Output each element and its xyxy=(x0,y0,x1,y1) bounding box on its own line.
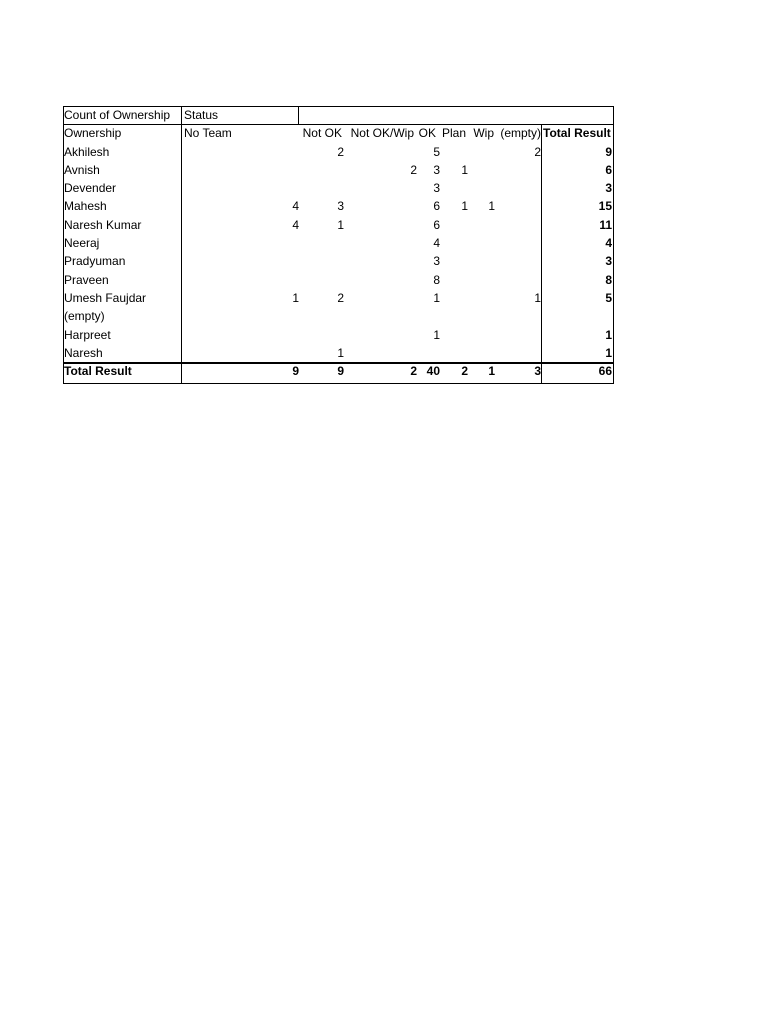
cell-not-ok-wip: 2 xyxy=(410,162,417,177)
total-row-label: Total Result xyxy=(64,364,132,379)
cell-total-result: 1 xyxy=(605,327,612,342)
status-label: Status xyxy=(184,108,219,122)
column-header-plan: Plan xyxy=(441,126,466,141)
cell-ok: 6 xyxy=(433,217,440,232)
cell-total-result: 15 xyxy=(598,199,612,214)
cell-no-team: 9 xyxy=(292,364,299,379)
cell-total-result: 5 xyxy=(605,290,612,305)
row-label: Harpreet xyxy=(64,327,111,342)
row-label: (empty) xyxy=(64,309,105,324)
cell-ok: 4 xyxy=(433,236,440,251)
column-header-ok: OK xyxy=(418,126,436,141)
cell-empty: 3 xyxy=(534,364,541,379)
cell-no-team: 4 xyxy=(292,217,299,232)
table-row xyxy=(63,179,614,197)
cell-not-ok: 9 xyxy=(337,364,344,379)
cell-total-result: 6 xyxy=(605,162,612,177)
cell-ok: 3 xyxy=(433,162,440,177)
column-header-not-ok: Not OK xyxy=(302,126,342,141)
cell-not-ok: 2 xyxy=(337,144,344,159)
cell-ok: 8 xyxy=(433,272,440,287)
row-label: Avnish xyxy=(64,162,100,177)
row-label: Praveen xyxy=(64,272,109,287)
cell-ok: 1 xyxy=(433,327,440,342)
row-label: Pradyuman xyxy=(64,254,126,269)
row-label: Akhilesh xyxy=(64,144,110,159)
cell-total-result: 3 xyxy=(605,181,612,196)
table-row xyxy=(63,197,614,215)
table-row xyxy=(63,271,614,289)
header-row-top xyxy=(63,106,614,124)
cell-wip: 1 xyxy=(488,199,495,214)
column-header-no-team: No Team xyxy=(184,126,232,141)
cell-total-result: 1 xyxy=(605,345,612,360)
column-header-not-ok-wip: Not OK/Wip xyxy=(350,126,414,141)
row-label: Umesh Faujdar xyxy=(64,290,147,305)
cell-total-result: 11 xyxy=(599,217,612,232)
table-row xyxy=(63,307,614,325)
pivot-table xyxy=(63,106,614,380)
cell-no-team: 1 xyxy=(292,290,299,305)
cell-not-ok: 1 xyxy=(337,345,344,360)
cell-ok: 3 xyxy=(433,181,440,196)
cell-not-ok: 3 xyxy=(337,199,344,214)
cell-plan: 1 xyxy=(461,162,468,177)
table-row xyxy=(63,252,614,270)
cell-ok: 1 xyxy=(433,290,440,305)
total-row xyxy=(63,362,614,380)
table-row xyxy=(63,326,614,344)
cell-not-ok: 1 xyxy=(337,217,344,232)
cell-ok: 3 xyxy=(433,254,440,269)
table-row xyxy=(63,234,614,252)
table-row xyxy=(63,161,614,179)
row-label: Naresh xyxy=(64,345,103,360)
cell-total-result: 8 xyxy=(605,272,612,287)
ownership-label: Ownership xyxy=(64,126,122,141)
column-header-wip: Wip xyxy=(473,126,494,141)
cell-ok: 5 xyxy=(433,144,440,159)
table-row xyxy=(63,216,614,234)
cell-total-result: 4 xyxy=(605,236,612,251)
cell-total-result: 9 xyxy=(605,144,612,159)
cell-total-result: 66 xyxy=(598,364,612,379)
cell-empty: 2 xyxy=(534,144,541,159)
row-label: Naresh Kumar xyxy=(64,217,142,232)
column-header-row xyxy=(63,124,614,142)
cell-empty: 1 xyxy=(534,290,541,305)
row-label: Mahesh xyxy=(64,199,107,214)
table-row xyxy=(63,143,614,161)
cell-ok: 6 xyxy=(433,199,440,214)
cell-ok: 40 xyxy=(426,364,440,379)
cell-wip: 1 xyxy=(488,364,495,379)
cell-plan: 2 xyxy=(461,364,468,379)
data-rows xyxy=(63,143,614,363)
cell-not-ok-wip: 2 xyxy=(410,364,417,379)
cell-not-ok: 2 xyxy=(337,290,344,305)
row-label: Devender xyxy=(64,181,117,196)
column-header-total-result: Total Result xyxy=(543,126,611,141)
corner-label: Count of Ownership xyxy=(64,108,171,122)
cell-total-result: 3 xyxy=(605,254,612,269)
row-label: Neeraj xyxy=(64,236,100,251)
column-header-empty: (empty) xyxy=(500,126,541,141)
cell-plan: 1 xyxy=(461,199,468,214)
table-row xyxy=(63,344,614,362)
table-row xyxy=(63,289,614,307)
cell-no-team: 4 xyxy=(292,199,299,214)
